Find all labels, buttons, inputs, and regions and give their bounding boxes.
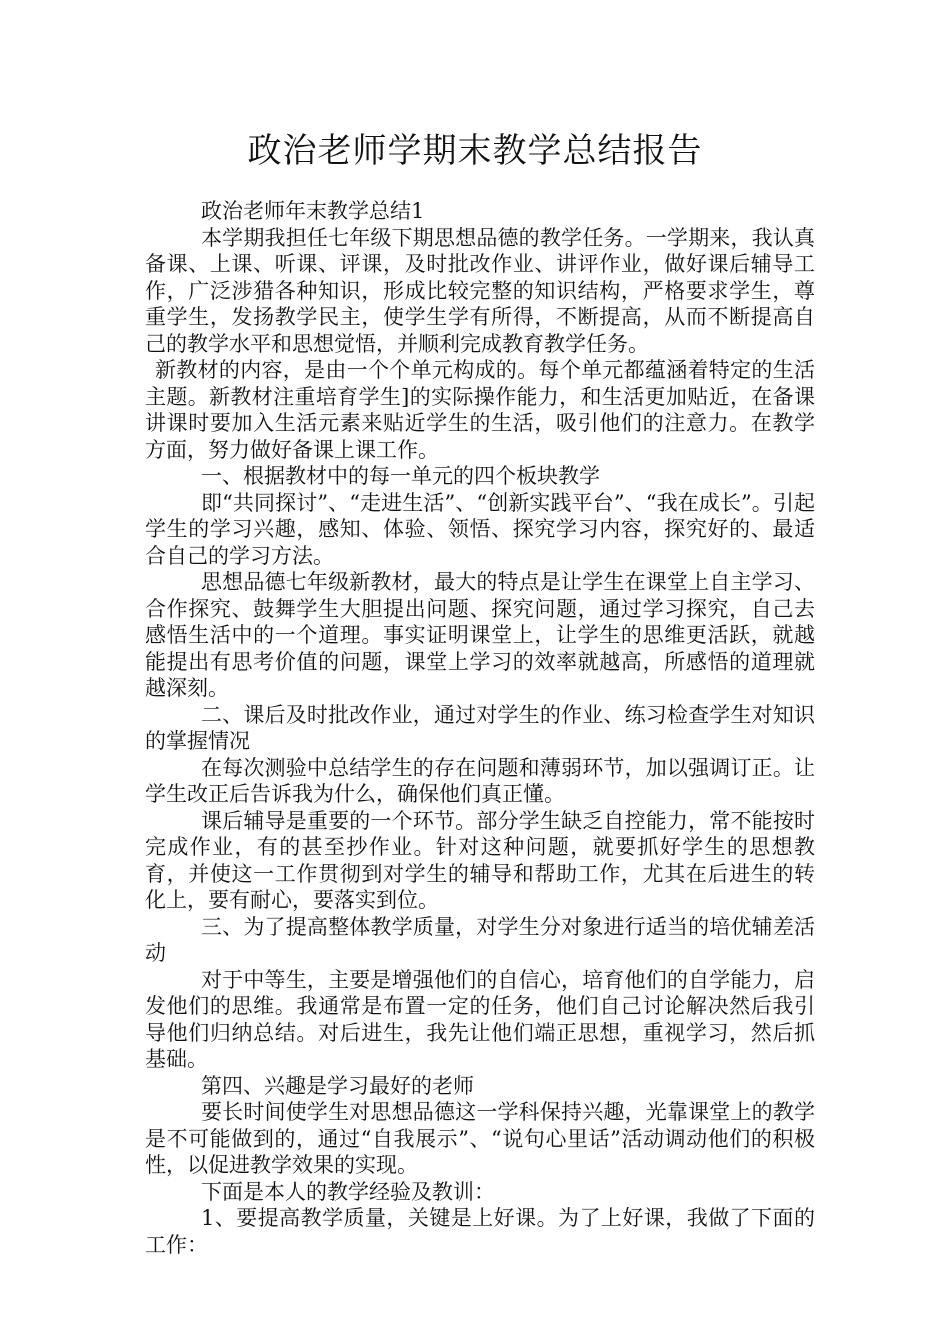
paragraph: 要长时间使学生对思想品德这一学科保持兴趣，光靠课堂上的教学是不可能做到的，通过“自我展示”、“说句心里话”活动调动他们的积极性，以促进教学效果的实现。 [145,1100,815,1177]
section-heading: 政治老师年末教学总结1 [201,199,425,223]
paragraph: 下面是本人的教学经验及教训： [201,1179,495,1204]
paragraph: 对于中等生，主要是增强他们的自信心，培育他们的自学能力，启发他们的思维。我通常是布置一定的任务，他们自己讨论解决然后我引导他们归纳总结。对后进生，我先让他们端正思想，重视学习，然后抓基础。 [145,967,815,1071]
paragraph: 在每次测验中总结学生的存在问题和薄弱环节，加以强调订正。让学生改正后告诉我为什么，确保他们真正懂。 [145,755,815,806]
document-title: 政治老师学期末教学总结报告 [247,131,703,171]
document-body [145,198,815,1258]
paragraph: 新教材的内容，是由一个个单元构成的。每个单元都蕴涵着特定的生活主题。新教材注重培育学生]的实际操作能力，和生活更加贴近，在备课讲课时要加入生活元素来贴近学生的生活，吸引他们的注意力。在教学方面，努力做好备课上课工作。 [145,358,815,462]
paragraph: 思想品德七年级新教材，最大的特点是让学生在课堂上自主学习、合作探究、鼓舞学生大胆提出问题、探究问题，通过学习探究，自己去感悟生活中的一个道理。事实证明课堂上，让学生的思维更活跃，就越能提出有思考价值的问题，课堂上学习的效率就越高，所感悟的道理就越深刻。 [145,570,815,700]
paragraph: 课后辅导是重要的一个环节。部分学生缺乏自控能力，常不能按时完成作业，有的甚至抄作业。针对这种问题，就要抓好学生的思想教育，并使这一工作贯彻到对学生的辅导和帮助工作，尤其在后进生的转化上，要有耐心，要落实到位。 [145,808,815,912]
paragraph: 本学期我担任七年级下期思想品德的教学任务。一学期来，我认真备课、上课、听课、评课，及时批改作业、讲评作业，做好课后辅导工作，广泛涉猎各种知识，形成比较完整的知识结构，严格要求学生，尊重学生，发扬教学民主，使学生学有所得，不断提高，从而不断提高自己的教学水平和思想觉悟，并顺利完成教育教学任务。 [145,225,815,356]
section-heading: 二、课后及时批改作业，通过对学生的作业、练习检查学生对知识的掌握情况 [145,702,815,753]
section-heading: 一、根据教材中的每一单元的四个板块教学 [201,464,600,488]
paragraph: 1、要提高教学质量，关键是上好课。为了上好课，我做了下面的工作： [145,1206,815,1257]
paragraph: 即“共同探讨”、“走进生活”、“创新实践平台”、“我在成长”。引起学生的学习兴趣，感知、体验、领悟、探究学习内容，探究好的、最适合自己的学习方法。 [145,490,815,568]
section-heading: 三、为了提高整体教学质量，对学生分对象进行适当的培优辅差活动 [145,914,815,965]
section-heading: 第四、兴趣是学习最好的老师 [201,1073,474,1098]
